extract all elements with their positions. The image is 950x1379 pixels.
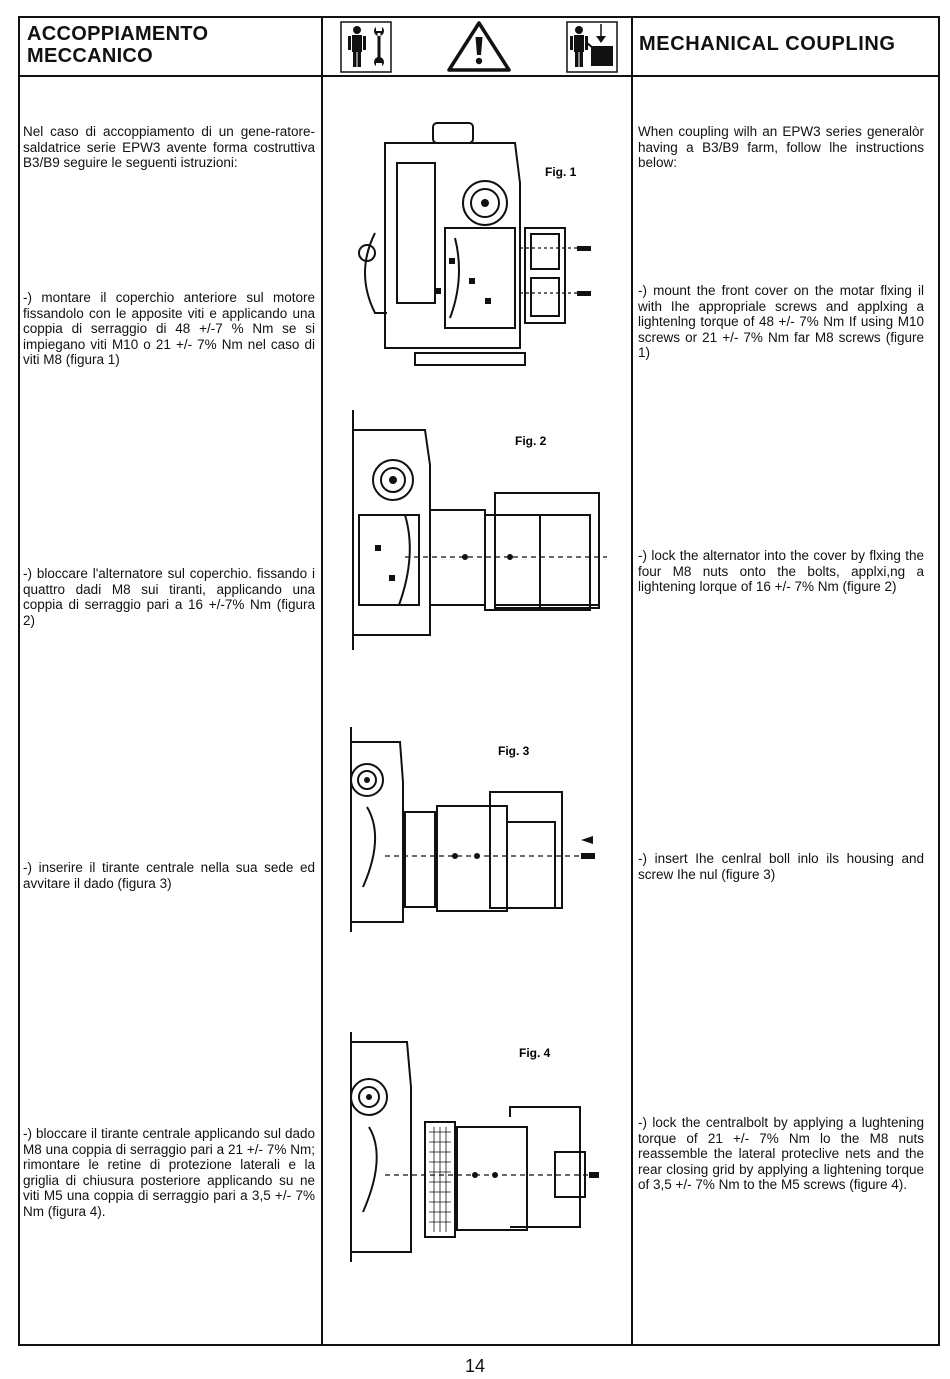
header-divider [18,75,940,77]
figure-4-grid-and-nets-assembly [345,1027,615,1267]
figure-2-alternator-on-cover [345,405,615,653]
column-divider-left [321,16,323,1346]
warning-triangle-icon [449,23,509,70]
step-4-italian: -) bloccare il tirante centrale applicando sul dado M8 una coppia di serraggio pari a 21 +/- 7% Nm; rimontare le retine di protezione laterali e la griglia di chiusura posteriore applicando su ne viti M5 una coppia di serraggio pari a 3,5 +/- 7% Nm (figura 4). [23,1126,315,1219]
step-2-italian: -) bloccare l'alternatore sul coperchio. fissando i quattro dadi M8 sui tiranti, applicando una coppia di serraggio pari a 16 +/-7% Nm (figura 2) [23,566,315,628]
step-0-english: When coupling wilh an EPW3 series generalòr having a B3/B9 farm, follow lhe instructions below: [638,124,924,170]
lifting-operator-icon [567,22,617,72]
technician-tools-icon [341,22,391,72]
step-4-english: -) lock the centralbolt by applying a lughtening torque of 21 +/- 7% Nm lo the M8 nuts reassemble the lateral proteclive nets and the rear closing grid by applying a lightening torque of 3,5 +/- 7% Nm to the M5 screws (figure 4). [638,1115,924,1192]
step-3-italian: -) inserire il tirante centrale nella sua sede ed avvitare il dado (figura 3) [23,860,315,891]
header-pictograms [325,18,632,75]
step-1-italian: -) montare il coperchio anteriore sul motore fissandolo con le apposite viti e applicando una coppia di serraggio di 48 +/-7 % Nm se si impiegano viti M10 o 21 +/- 7% Nm nel caso di viti M8 (figura 1) [23,290,315,367]
step-1-english: -) mount the front cover on the motar flxing il with Ihe appropriale screws and applxing a lightenlng torque of 48 +/- 7% Nm If using M10 screws or 21 +/- 7% Nm far M8 screws (figure 1) [638,283,924,360]
column-divider-right [631,16,633,1346]
figure-4-label: Fig. 4 [519,1046,551,1060]
title-italian-line1: ACCOPPIAMENTO [27,23,209,45]
step-0-italian: Nel caso di accoppiamento di un gene-ratore-saldatrice serie EPW3 avente forma costruttiva B3/B9 seguire le seguenti istruzioni: [23,124,315,170]
title-italian [27,23,208,67]
title-italian-line2: MECCANICO [27,45,154,67]
figure-1-engine-cover [345,98,615,370]
figure-3-label: Fig. 3 [498,744,530,758]
page-number: 14 [464,1356,486,1376]
title-english: MECHANICAL COUPLING [639,33,896,55]
figure-2-label: Fig. 2 [515,434,547,448]
figure-3-central-bolt-insertion [345,722,615,937]
step-3-english: -) insert Ihe cenlral boll inlo ils housing and screw Ihe nul (figure 3) [638,851,924,882]
step-2-english: -) lock the alternator into the cover by flxing the four M8 nuts onto the bolts, applxi,ng a lightening lorque of 16 +/- 7% Nm (figure 2) [638,548,924,594]
figure-1-label: Fig. 1 [545,165,577,179]
